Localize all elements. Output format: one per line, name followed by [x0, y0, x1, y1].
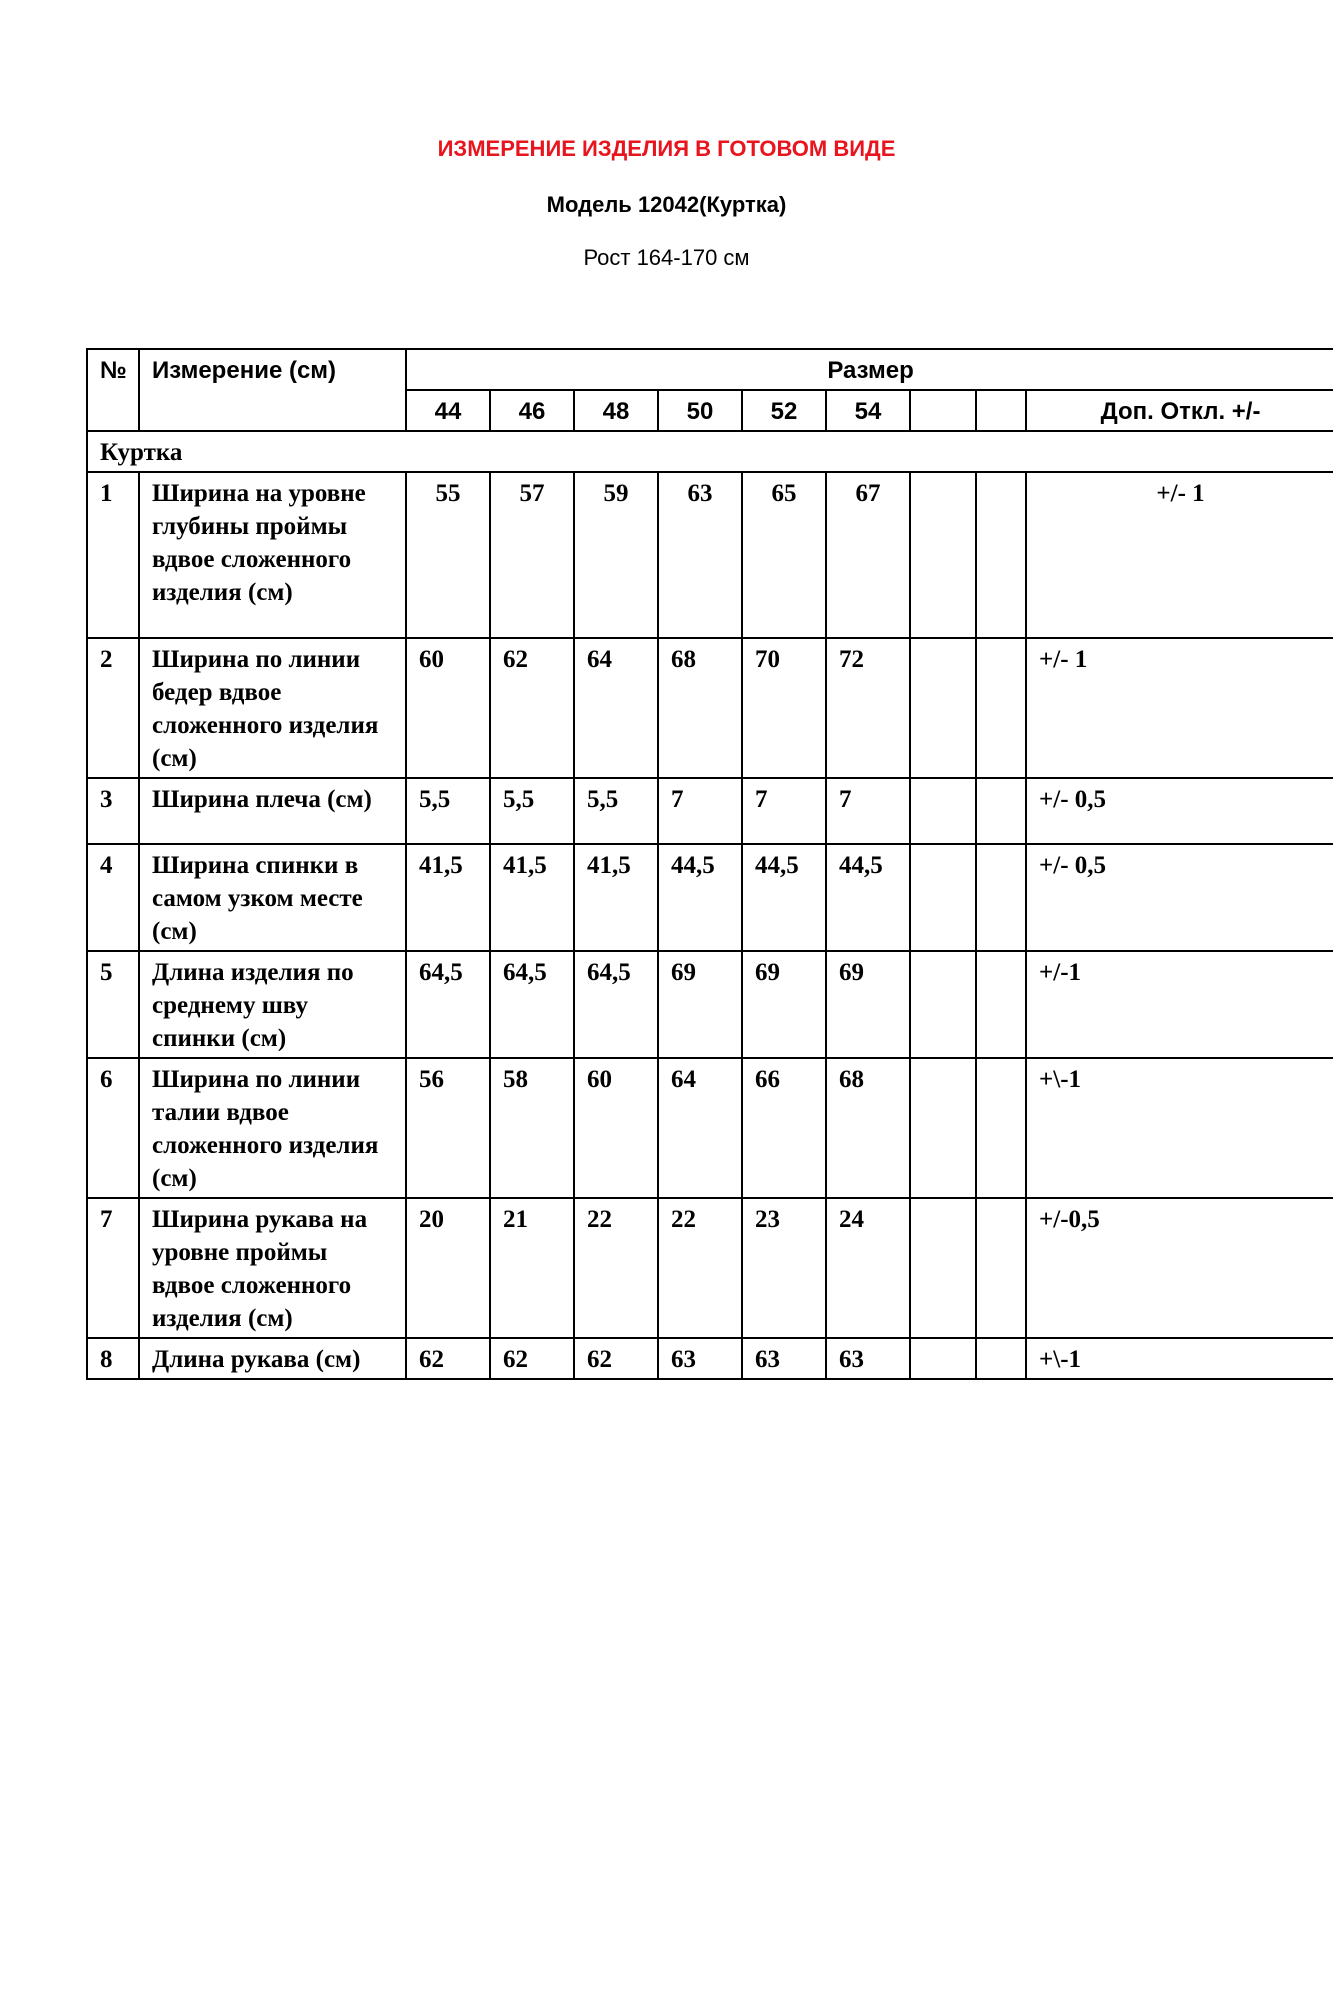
size-value: 65	[742, 472, 826, 638]
size-value	[976, 1058, 1026, 1198]
measurement-name: Ширина плеча (см)	[139, 778, 406, 844]
size-value: 7	[826, 778, 910, 844]
size-value: 44,5	[658, 844, 742, 951]
size-header-6: 54	[826, 390, 910, 431]
size-value: 64	[574, 638, 658, 778]
measurement-name: Ширина спинки в самом узком месте (см)	[139, 844, 406, 951]
size-value: 70	[742, 638, 826, 778]
size-header-2: 46	[490, 390, 574, 431]
size-value: 69	[658, 951, 742, 1058]
size-value	[976, 472, 1026, 638]
size-value	[910, 951, 976, 1058]
size-value: 63	[742, 1338, 826, 1379]
size-value	[976, 951, 1026, 1058]
size-value: 64	[658, 1058, 742, 1198]
size-value: 24	[826, 1198, 910, 1338]
size-value: 7	[742, 778, 826, 844]
section-row	[87, 431, 1333, 472]
size-value: 64,5	[406, 951, 490, 1058]
size-value: 21	[490, 1198, 574, 1338]
tolerance-value: +/- 1	[1026, 472, 1333, 638]
size-value: 5,5	[490, 778, 574, 844]
size-value: 66	[742, 1058, 826, 1198]
size-value: 69	[826, 951, 910, 1058]
table-row	[87, 778, 1333, 844]
size-value: 62	[490, 1338, 574, 1379]
col-measure-header: Измерение (см)	[139, 349, 406, 431]
size-value: 5,5	[574, 778, 658, 844]
size-header-7	[910, 390, 976, 431]
table-header-row	[87, 349, 1333, 390]
size-value: 59	[574, 472, 658, 638]
size-value: 5,5	[406, 778, 490, 844]
size-value: 56	[406, 1058, 490, 1198]
size-value: 64,5	[490, 951, 574, 1058]
size-value: 41,5	[490, 844, 574, 951]
tolerance-value: +/- 1	[1026, 638, 1333, 778]
col-size-header: Размер	[406, 349, 1333, 390]
size-value: 67	[826, 472, 910, 638]
size-value	[976, 778, 1026, 844]
model-name: Модель 12042(Куртка)	[546, 192, 787, 217]
size-header-4: 50	[658, 390, 742, 431]
height-range: Рост 164-170 см	[583, 245, 750, 270]
size-value: 41,5	[574, 844, 658, 951]
measurement-name: Ширина по линии бедер вдвое сложенного изделия (см)	[139, 638, 406, 778]
tolerance-value: +/- 0,5	[1026, 778, 1333, 844]
table-row	[87, 472, 1333, 638]
size-value: 57	[490, 472, 574, 638]
size-value: 72	[826, 638, 910, 778]
tolerance-value: +/- 0,5	[1026, 844, 1333, 951]
size-value: 41,5	[406, 844, 490, 951]
row-number: 5	[87, 951, 139, 1058]
table-row	[87, 1058, 1333, 1198]
row-number: 2	[87, 638, 139, 778]
size-value	[976, 638, 1026, 778]
tolerance-value: +/-0,5	[1026, 1198, 1333, 1338]
col-no-header: №	[87, 349, 139, 431]
size-value: 44,5	[826, 844, 910, 951]
measurement-table	[86, 348, 1333, 1380]
size-value: 68	[658, 638, 742, 778]
row-number: 7	[87, 1198, 139, 1338]
size-value: 63	[826, 1338, 910, 1379]
size-value: 63	[658, 472, 742, 638]
table-row	[87, 638, 1333, 778]
size-value: 69	[742, 951, 826, 1058]
size-value: 64,5	[574, 951, 658, 1058]
row-number: 6	[87, 1058, 139, 1198]
size-value	[910, 1058, 976, 1198]
tolerance-header: Доп. Откл. +/-	[1026, 390, 1333, 431]
size-value	[910, 472, 976, 638]
tolerance-value: +/-1	[1026, 951, 1333, 1058]
size-header-5: 52	[742, 390, 826, 431]
table-row	[87, 951, 1333, 1058]
size-value	[910, 638, 976, 778]
measurement-name: Ширина на уровне глубины проймы вдвое сложенного изделия (см)	[139, 472, 406, 638]
size-value: 68	[826, 1058, 910, 1198]
row-number: 1	[87, 472, 139, 638]
size-value	[910, 1198, 976, 1338]
size-header-3: 48	[574, 390, 658, 431]
size-value: 60	[574, 1058, 658, 1198]
size-value: 62	[406, 1338, 490, 1379]
size-value: 60	[406, 638, 490, 778]
size-value	[976, 1198, 1026, 1338]
size-value	[910, 778, 976, 844]
size-value: 58	[490, 1058, 574, 1198]
measurement-name: Ширина рукава на уровне проймы вдвое сложенного изделия (см)	[139, 1198, 406, 1338]
size-header-8	[976, 390, 1026, 431]
size-value	[976, 1338, 1026, 1379]
size-value: 22	[658, 1198, 742, 1338]
measurement-name: Длина изделия по среднему шву спинки (см)	[139, 951, 406, 1058]
size-value: 20	[406, 1198, 490, 1338]
table-row	[87, 1338, 1333, 1379]
measurement-name: Ширина по линии талии вдвое сложенного изделия (см)	[139, 1058, 406, 1198]
table-row	[87, 1198, 1333, 1338]
size-value: 22	[574, 1198, 658, 1338]
section-label: Куртка	[87, 431, 1333, 472]
table-row	[87, 844, 1333, 951]
size-value: 63	[658, 1338, 742, 1379]
measurement-name: Длина рукава (см)	[139, 1338, 406, 1379]
size-value: 55	[406, 472, 490, 638]
tolerance-value: +\-1	[1026, 1058, 1333, 1198]
size-value	[976, 844, 1026, 951]
size-header-1: 44	[406, 390, 490, 431]
size-value	[910, 1338, 976, 1379]
size-value: 7	[658, 778, 742, 844]
size-value: 23	[742, 1198, 826, 1338]
size-value: 62	[490, 638, 574, 778]
tolerance-value: +\-1	[1026, 1338, 1333, 1379]
page-title: ИЗМЕРЕНИЕ ИЗДЕЛИЯ В ГОТОВОМ ВИДЕ	[437, 136, 896, 161]
row-number: 4	[87, 844, 139, 951]
row-number: 8	[87, 1338, 139, 1379]
size-value: 62	[574, 1338, 658, 1379]
row-number: 3	[87, 778, 139, 844]
size-value: 44,5	[742, 844, 826, 951]
size-value	[910, 844, 976, 951]
